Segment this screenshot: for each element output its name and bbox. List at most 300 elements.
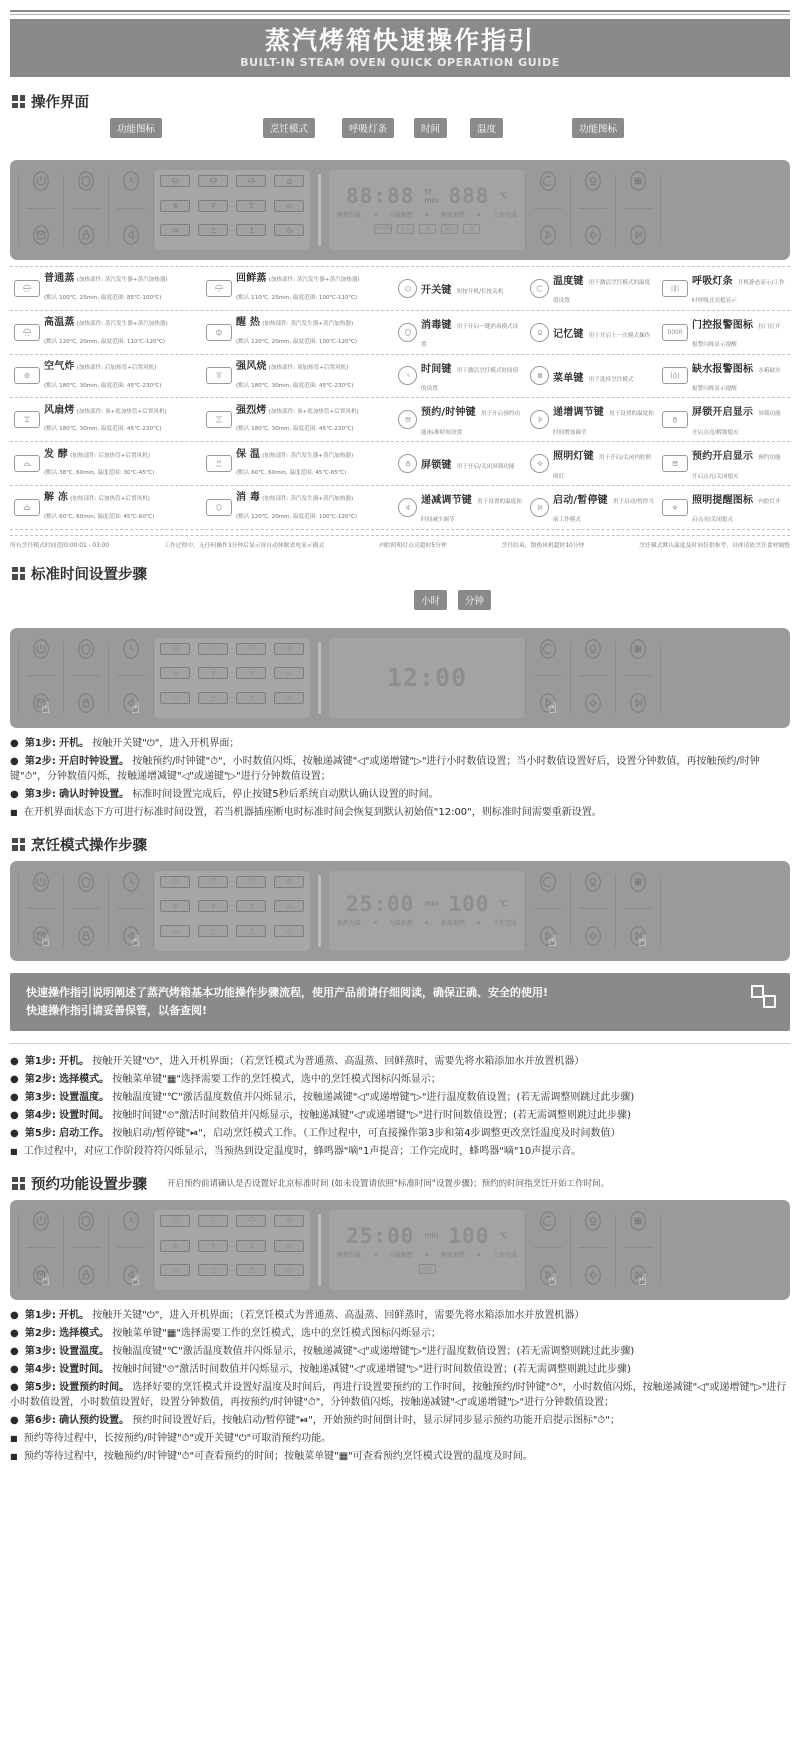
legend-text: [44, 273, 168, 303]
legend-display-name: 呼吸灯条: [692, 276, 733, 287]
finger-pointer-icon: ☝: [131, 1270, 141, 1289]
mode-air-fry[interactable]: [160, 667, 190, 679]
mode-defrost[interactable]: [160, 692, 190, 704]
legend-text: [236, 317, 357, 347]
section-marker-icon: [12, 838, 25, 851]
mode-steam-normal[interactable]: [160, 1215, 190, 1227]
legend-mode-name: 消 毒: [236, 492, 261, 504]
status-dot-icon: [374, 921, 377, 924]
highlight-line-1: 快速操作指引说明阐述了蒸汽烤箱基本功能操作步骤流程，使用产品前请仔细阅读，确保正确、安全的使用!: [26, 985, 549, 999]
temperature-icon: [537, 1210, 559, 1232]
time-icon: [120, 170, 142, 192]
lcd-temp-unit: ℃: [499, 191, 508, 201]
lcd-hr-label: hr: [424, 186, 433, 196]
legend-mode-name: 解 冻: [44, 492, 69, 504]
reserve-display-icon: 预约: [419, 1264, 436, 1274]
mode-strong-grill[interactable]: [198, 1240, 228, 1252]
key-menu[interactable]: [616, 1210, 660, 1289]
increase-icon: [537, 224, 559, 246]
sterilize-icon: [75, 871, 97, 893]
legend-mode-spec: (默认 180℃, 30min, 温度范围: 45℃-230℃): [236, 382, 354, 389]
step-number: 第2步:: [24, 1073, 56, 1085]
mode-clean[interactable]: [274, 224, 304, 236]
start-pause-icon: [530, 498, 549, 517]
key-divider: [72, 208, 100, 209]
mode-air-fry[interactable]: [160, 1240, 190, 1252]
mode-strong-grill[interactable]: [198, 900, 228, 912]
step-number: 第1步:: [24, 737, 56, 749]
mode-keep-warm[interactable]: [198, 925, 228, 937]
key-temperature[interactable]: [526, 638, 570, 717]
strong-bake-icon: [206, 411, 232, 428]
key-memory[interactable]: [571, 638, 615, 714]
mode-ferment[interactable]: [274, 1240, 304, 1252]
legend-text: [692, 445, 786, 482]
menu-icon: [627, 871, 649, 893]
control-panel-main[interactable]: [10, 160, 790, 260]
time-callouts: [10, 590, 790, 628]
mode-keep-warm[interactable]: [198, 1264, 228, 1276]
bullet-icon: ●: [10, 788, 19, 800]
legend-key-desc: 短按开机/长按关机: [456, 289, 504, 296]
status-heating: 升温加热: [388, 212, 413, 219]
mode-sterilize[interactable]: [236, 925, 266, 937]
bullet-icon: ●: [10, 1055, 19, 1067]
fan-grill-icon: [14, 411, 40, 428]
panel-divider: [660, 642, 661, 714]
lamp-icon: [582, 224, 604, 246]
defrost-icon: [14, 499, 40, 516]
legend-text: [692, 358, 786, 395]
legend-mode-parts: (加热部件: 蒸汽发生器+蒸汽加热器): [268, 277, 360, 284]
lcd-readout: [337, 663, 517, 693]
step-bold: 确认预约设置。: [59, 1414, 130, 1426]
control-panel-time-setting[interactable]: [10, 628, 790, 728]
legend-mode-cell: [10, 489, 202, 526]
status-done: 工作完成: [492, 920, 517, 928]
key-time[interactable]: [109, 170, 153, 246]
mode-steam-high[interactable]: [198, 876, 228, 888]
mode-fan-grill[interactable]: [236, 200, 266, 212]
status-dot-icon: [477, 921, 480, 924]
lcd-cooking-time: 25:00: [346, 1223, 415, 1248]
mode-ferment[interactable]: [274, 667, 304, 679]
lcd-indicator-row: [337, 1264, 517, 1274]
power-icon: [30, 170, 52, 192]
legend-key-name: 记忆键: [553, 328, 584, 340]
key-power[interactable]: [19, 170, 63, 246]
mode-strong-grill[interactable]: [198, 200, 228, 212]
control-panel-cooking[interactable]: [10, 861, 790, 961]
mode-defrost[interactable]: [160, 925, 190, 937]
lcd-status-row: [337, 1250, 517, 1259]
finger-pointer-icon: ☝: [41, 698, 51, 717]
key-divider: [579, 908, 607, 909]
control-panel-reservation[interactable]: [10, 1200, 790, 1300]
callout-label: 分钟: [458, 590, 491, 610]
step-text: 按触菜单键"▦"选择需要工作的烹饪模式，选中的烹饪模式图标闪烁显示；: [112, 1327, 441, 1339]
callout-2: [342, 118, 394, 138]
door-alarm-icon: DOOR: [374, 226, 392, 232]
lamp-display-icon: [662, 499, 688, 516]
steps-cooking: [10, 1054, 790, 1159]
increase-icon: [530, 410, 549, 429]
key-divider: [624, 208, 652, 209]
legend-mode-parts: (加热部件: 顶加热管+后置风机): [268, 365, 349, 371]
key-menu[interactable]: [616, 638, 660, 714]
keep-warm-icon: [206, 455, 232, 472]
callout-label: 温度: [470, 118, 503, 138]
status-dot-icon: [425, 921, 428, 924]
legend-mode-name: 空气炸: [44, 361, 75, 372]
mode-keep-warm[interactable]: [198, 692, 228, 704]
bullet-icon: ●: [10, 1327, 19, 1339]
legend-key-name: 开关键: [421, 285, 452, 297]
step-note: [10, 1449, 790, 1464]
temperature-icon: [537, 170, 559, 192]
key-temperature[interactable]: [526, 871, 570, 950]
step-bold: 设置预约时间。: [59, 1381, 130, 1393]
step-bold: 开机。: [59, 737, 90, 749]
key-temperature[interactable]: [526, 170, 570, 246]
legend-text: [692, 314, 786, 351]
step-item: [10, 1072, 790, 1087]
bullet-icon: ●: [10, 1309, 19, 1321]
legend-text: [421, 279, 503, 297]
key-menu[interactable]: [616, 170, 660, 246]
bullet-icon: ●: [10, 1073, 19, 1085]
step-item: [10, 736, 790, 751]
square-bullet-icon: ■: [10, 1146, 18, 1156]
key-sterilize[interactable]: [64, 871, 108, 947]
bullet-icon: ●: [10, 755, 19, 767]
lcd-min-label: min: [424, 899, 439, 909]
finger-pointer-icon: ☝: [131, 698, 141, 717]
lock-icon: [398, 454, 417, 473]
legend-text: [421, 454, 515, 472]
mode-convection[interactable]: [274, 876, 304, 888]
power-icon: [398, 279, 417, 298]
key-divider: [27, 1247, 55, 1248]
key-menu[interactable]: [616, 871, 660, 950]
lamp-icon: [582, 692, 604, 714]
legend-mode-parts: (加热部件: 顶+底加热管+后置风机): [268, 408, 359, 415]
step-bold: 设置时间。: [59, 1363, 110, 1375]
mode-button-grid[interactable]: [154, 871, 310, 951]
mode-steam-normal[interactable]: [160, 175, 190, 187]
mode-steam-refresh[interactable]: [236, 643, 266, 655]
legend-mode-cell: [10, 445, 202, 482]
mode-sterilize[interactable]: [236, 1264, 266, 1276]
key-divider: [534, 675, 562, 676]
legend-text: [553, 367, 633, 385]
legend-row: [10, 311, 790, 355]
step-bold: 启动工作。: [59, 1127, 110, 1139]
steam-high-icon: [14, 324, 40, 341]
key-temperature[interactable]: [526, 1210, 570, 1289]
mode-steam-high[interactable]: [198, 1215, 228, 1227]
legend-key-cell: [394, 270, 526, 307]
legend-text: [553, 270, 654, 307]
legend-text: [44, 405, 167, 435]
step-number: 第3步:: [24, 1345, 56, 1357]
mode-convection[interactable]: [274, 1215, 304, 1227]
step-bold: 设置温度。: [59, 1345, 110, 1357]
key-time[interactable]: [109, 871, 153, 950]
steam-refresh-icon: [206, 280, 232, 297]
callout-minute: [458, 590, 491, 610]
key-sterilize[interactable]: [64, 170, 108, 246]
step-bold: 开机。: [59, 1055, 90, 1067]
mode-ferment[interactable]: [274, 900, 304, 912]
key-memory[interactable]: [571, 1210, 615, 1286]
legend-mode-name: 发 酵: [44, 448, 69, 460]
legend-mode-spec: (默认 60℃, 60min, 温度范围: 45℃-60℃): [44, 513, 155, 520]
legend-mode-spec: (默认 180℃, 30min, 温度范围: 45℃-230℃): [236, 426, 354, 433]
status-heating: 升温加热: [388, 1251, 413, 1259]
mode-convection[interactable]: [274, 175, 304, 187]
mode-steam-high[interactable]: [198, 643, 228, 655]
quick-guide-page: [0, 10, 800, 1756]
callout-label: 小时: [414, 590, 447, 610]
mode-ferment[interactable]: [274, 200, 304, 212]
legend-display-name: 照明提醒图标: [692, 494, 754, 506]
mode-strong-grill[interactable]: [198, 667, 228, 679]
key-divider: [117, 208, 145, 209]
legend-key-name: 启动/暂停键: [553, 494, 608, 506]
callout-5: [572, 118, 624, 138]
legend-key-desc: 用于设置的温度和时间减少调节: [421, 498, 522, 524]
top-rule: [10, 10, 790, 12]
lamp-icon: [582, 925, 604, 947]
lock-icon: [75, 224, 97, 246]
key-divider: [72, 675, 100, 676]
step-note: [10, 1431, 790, 1446]
water-alarm-icon: [662, 367, 688, 384]
finger-pointer-icon: ☝: [131, 931, 141, 950]
lcd-display-reservation: [329, 1210, 525, 1290]
lamp-icon: [582, 1264, 604, 1286]
key-power[interactable]: [19, 638, 63, 717]
step-number: 第3步:: [24, 788, 56, 800]
legend-key-name: 消毒键: [421, 319, 452, 331]
key-memory[interactable]: [571, 871, 615, 947]
callout-hour: [414, 590, 447, 610]
step-item: [10, 754, 790, 784]
mode-steam-normal[interactable]: [160, 876, 190, 888]
legend-text: [44, 449, 154, 479]
status-constant: 恒温加热: [440, 212, 465, 219]
step-item: [10, 1362, 790, 1377]
key-memory[interactable]: [571, 170, 615, 246]
legend-mode-cell: [202, 401, 394, 438]
mode-clean[interactable]: [274, 925, 304, 937]
highlight-box: [10, 973, 790, 1031]
legend-key-cell: [394, 314, 526, 351]
mode-air-fry[interactable]: [160, 200, 190, 212]
step-text: 按触启动/暂停键"⏯"，启动烹饪模式工作。（工作过程中，可直接操作第3步和第4步调整更改烹饪温度及时间数值）: [112, 1127, 621, 1139]
bullet-icon: ●: [10, 1127, 19, 1139]
legend-table: [10, 266, 790, 530]
lcd-cooking-temp: 100: [448, 892, 490, 917]
legend-text: [44, 317, 168, 347]
legend-row: [10, 266, 790, 311]
start-pause-icon: [627, 692, 649, 714]
legend-text: [44, 492, 154, 522]
key-sterilize[interactable]: [64, 638, 108, 714]
legend-mode-cell: [10, 358, 202, 395]
section-title-cooking: 烹饪模式操作步骤: [31, 837, 147, 854]
legend-mode-spec: (默认 180℃, 30min, 温度范围: 45℃-230℃): [44, 426, 162, 433]
legend-display-desc: 屏锁功能开启点亮/解锁熄灭: [692, 411, 781, 436]
power-icon: [30, 638, 52, 660]
step-text: 标准时间设置完成后，停止按键5秒后系统自动默认确认设置的时间。: [132, 788, 439, 800]
section-heading-interface: [12, 91, 800, 112]
section-title-reservation: 预约功能设置步骤: [31, 1176, 147, 1193]
section-marker-icon: [12, 567, 25, 580]
mode-keep-warm[interactable]: [198, 224, 228, 236]
bullet-icon: ●: [10, 1091, 19, 1103]
legend-key-cell: [526, 314, 658, 351]
legend-mode-cell: [10, 401, 202, 438]
mode-defrost[interactable]: [160, 1264, 190, 1276]
mode-steam-refresh[interactable]: [236, 175, 266, 187]
mode-clean[interactable]: [274, 692, 304, 704]
step-text: 选择好要的烹饪模式并设置好温度及时间后，再进行设置要预约的工作时间，按触预约/时钟键"⏱"，小时数值闪烁，按触递减键"◁"或递增键"▷"进行小时数值设置，小时数值设置好，设置分钟数值，再按预约/时钟键"⏱"，分钟数值闪烁，按触递减键"◁"或递增键"▷"进行分钟数值设置；: [10, 1381, 787, 1408]
legend-key-cell: [526, 270, 658, 307]
key-divider: [117, 1247, 145, 1248]
mode-steam-refresh[interactable]: [236, 1215, 266, 1227]
legend-display-cell: [658, 445, 790, 482]
legend-key-desc: 用于开启/关闭屏锁功能: [456, 464, 515, 471]
legend-mode-spec: (默认 100℃, 25min, 温度范围: 85℃-100℃): [44, 294, 162, 301]
finger-pointer-icon: ☝: [638, 1270, 648, 1289]
legend-mode-cell: [202, 270, 394, 307]
legend-mode-spec: (默认 38℃, 60min, 温度范围: 30℃-45℃): [44, 470, 155, 477]
key-time[interactable]: [109, 1210, 153, 1289]
menu-icon: [627, 170, 649, 192]
section-title-interface: 操作界面: [31, 95, 89, 111]
legend-display-desc: 预约功能开启点亮/关闭熄灭: [692, 455, 781, 480]
reserve-clock-icon: [398, 410, 417, 429]
legend-key-desc: 用于开启预约功能/标准时间设置: [421, 411, 521, 436]
mode-sterilize[interactable]: [236, 224, 266, 236]
status-constant: 恒温加热: [440, 1251, 465, 1259]
lcd-time-units: [424, 188, 438, 205]
menu-icon: [530, 366, 549, 385]
key-divider: [72, 908, 100, 909]
legend-mode-spec: (默认 60℃, 60min, 温度范围: 45℃-85℃): [236, 470, 347, 477]
mode-fan-grill[interactable]: [236, 900, 266, 912]
mode-sterilize[interactable]: [236, 692, 266, 704]
legend-display-desc: 内腔灯开启点亮/关闭熄灭: [692, 498, 781, 524]
key-power[interactable]: [19, 1210, 63, 1289]
step-text: 按触开关键"⏻"，进入开机界面；: [92, 737, 240, 749]
legend-mode-name: 保 温: [236, 448, 261, 460]
status-done: 工作完成: [492, 1251, 517, 1259]
key-time[interactable]: [109, 638, 153, 717]
mode-defrost[interactable]: [160, 224, 190, 236]
lcd-min-label: min: [424, 1231, 439, 1241]
mode-button-grid[interactable]: [154, 638, 310, 718]
legend-display-desc: 开机静态显示/工作时呼吸式亮熄显示: [692, 280, 785, 305]
legend-mode-spec: (默认 110℃, 25min, 温度范围: 100℃-110℃): [236, 294, 358, 301]
step-text: 按触时间键"⏲"激活时间数值并闪烁显示，按触递减键"◁"或递增键"▷"进行时间数值设置；(若无需调整则跳过此步骤): [112, 1363, 631, 1375]
legend-key-cell: [394, 445, 526, 482]
legend-mode-name: 高温蒸: [44, 317, 75, 329]
lock-icon: [75, 692, 97, 714]
mode-button-grid[interactable]: [154, 1210, 310, 1290]
finger-pointer-icon: ☝: [548, 1270, 558, 1289]
legend-row: [10, 398, 790, 442]
mode-convection[interactable]: [274, 643, 304, 655]
step-item: [10, 1308, 790, 1323]
mode-steam-high[interactable]: [198, 175, 228, 187]
mode-fan-grill[interactable]: [236, 1240, 266, 1252]
legend-mode-name: 风扇烤: [44, 404, 75, 416]
panel-divider: [660, 875, 661, 947]
footnote-3: 烹饪结束，散热风机超时10分钟: [501, 542, 585, 549]
lcd-temp-unit: ℃: [499, 1231, 508, 1241]
step-item: [10, 1413, 790, 1428]
legend-key-cell: [394, 489, 526, 526]
step-bold: 确认时钟设置。: [59, 788, 130, 800]
legend-mode-spec: (默认 180℃, 30min, 温度范围: 45℃-230℃): [44, 382, 162, 389]
step-text: 按触开关键"⏻"，进入开机界面；（若烹饪模式为普通蒸、高温蒸、回鲜蒸时，需要先将水箱添加水并放置机器）: [92, 1309, 585, 1321]
callout-label: 烹饪模式: [263, 118, 315, 138]
key-sterilize[interactable]: [64, 1210, 108, 1286]
convection-icon: [206, 324, 232, 341]
memory-icon: [582, 638, 604, 660]
temperature-icon: [530, 279, 549, 298]
step-number: 第4步:: [24, 1109, 56, 1121]
key-divider: [579, 675, 607, 676]
legend-mode-cell: [202, 489, 394, 526]
mode-fan-grill[interactable]: [236, 667, 266, 679]
legend-mode-name: 强风烧: [236, 361, 267, 372]
key-power[interactable]: [19, 871, 63, 950]
reserve-display-icon: [662, 455, 688, 472]
step-text: 按触温度键"℃"激活温度数值并闪烁显示，按触递减键"◁"或递增键"▷"进行温度数值设置；(若无需调整则跳过此步骤): [112, 1345, 635, 1357]
callout-4: [470, 118, 503, 138]
lcd-readout: [337, 894, 517, 915]
status-dot-icon: [477, 213, 480, 216]
step-note: [10, 1144, 790, 1159]
legend-key-desc: 用于设置的温度和时间增加调节: [553, 411, 654, 436]
step-text: 预约时间设置好后，按触启动/暂停键"⏯"，开始预约时间倒计时，显示屏同步显示预约功能开启提示图标"⏱"；: [132, 1414, 620, 1426]
memory-icon: [582, 871, 604, 893]
legend-display-name: 预约开启显示: [692, 451, 754, 463]
mode-clean[interactable]: [274, 1264, 304, 1276]
mode-air-fry[interactable]: [160, 900, 190, 912]
legend-mode-name: 普通蒸: [44, 273, 75, 285]
key-divider: [27, 208, 55, 209]
lcd-display-main: [329, 170, 525, 250]
mode-button-grid[interactable]: [154, 170, 310, 250]
footnote-4: 烹饪模式默认温度及时间仅供参考，具体请依烹饪食材调整: [639, 542, 790, 549]
step-bold: 选择模式。: [59, 1073, 110, 1085]
legend-mode-parts: (加热部件: 蒸汽发生器+蒸汽加热器): [76, 277, 168, 284]
temperature-icon: [537, 871, 559, 893]
note-text: 预约等待过程中，按触预约/时钟键"⏱"可查看预约的时间；按触菜单键"▦"可查看预约烹饪模式设置的温度及时间。: [23, 1450, 533, 1462]
air-fry-icon: [14, 367, 40, 384]
square-bullet-icon: ■: [10, 1451, 18, 1461]
water-alarm-icon: 水位: [397, 224, 414, 234]
key-divider: [117, 675, 145, 676]
key-divider: [117, 908, 145, 909]
mode-steam-normal[interactable]: [160, 643, 190, 655]
mode-steam-refresh[interactable]: [236, 876, 266, 888]
